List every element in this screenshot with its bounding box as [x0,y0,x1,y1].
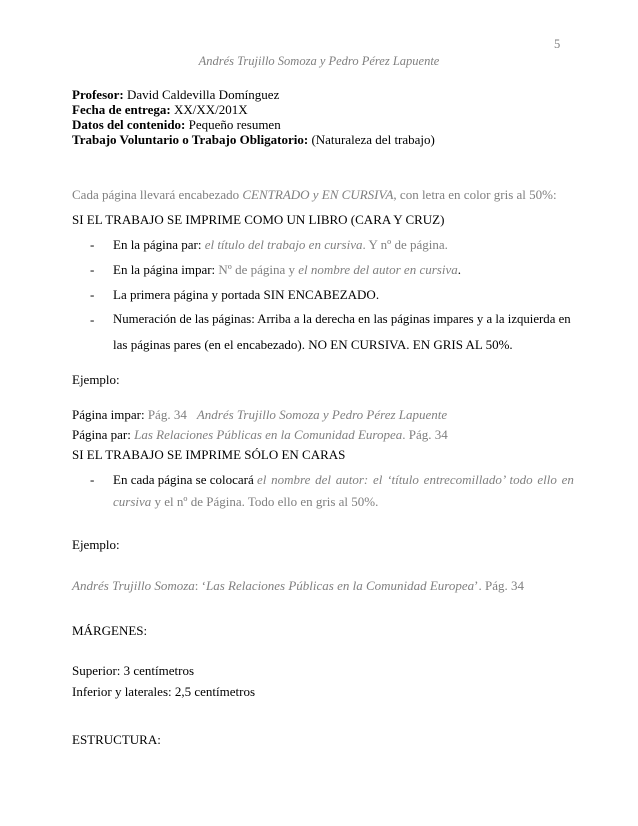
list-dash: - [90,237,95,252]
libro-item-3: La primera página y portada SIN ENCABEZADO. [113,287,380,302]
list-dash: - [90,262,95,277]
ej2-cierre: ’. Pág. 34 [474,578,525,593]
ejemplo-2-line [72,578,524,594]
par-label: Página par: [72,427,135,442]
profesor-label: Profesor: [72,87,124,102]
caras-item-line1 [113,472,574,488]
ejemplo-2-label: Ejemplo: [72,537,120,552]
libro-item-1 [113,237,448,253]
libro-item-2 [113,262,461,278]
profesor-line [72,87,279,103]
datos-value: Pequeño resumen [185,117,281,132]
libro-item2-d: . [457,262,461,277]
libro-item2-c: el nombre del autor en cursiva [298,262,458,277]
page-number: 5 [554,37,561,51]
datos-label: Datos del contenido: [72,117,186,132]
libro-heading: SI EL TRABAJO SE IMPRIME COMO UN LIBRO (CARA Y CRUZ) [72,212,445,227]
trabajo-line [72,132,435,148]
margen-superior: Superior: 3 centímetros [72,663,195,678]
libro-item2-a: En la página impar: [113,262,219,277]
caras-heading: SI EL TRABAJO SE IMPRIME SÓLO EN CARAS [72,447,346,462]
impar-autor: Andrés Trujillo Somoza y Pedro Pérez Lapuente [196,407,448,422]
ejemplo-1-label: Ejemplo: [72,372,120,387]
ej2-autor: Andrés Trujillo Somoza [72,578,195,593]
caras-item1-b: el nombre del autor: el ‘título entrecomillado’ todo ello en [257,472,574,487]
datos-line [72,117,281,133]
intro-paragraph [72,187,557,203]
libro-item2-b: Nº de página y [218,262,299,277]
fecha-label: Fecha de entrega: [72,102,171,117]
libro-item1-b: el título del trabajo en cursiva [204,237,363,252]
caras-item-line2 [113,494,378,510]
caras-item1-c: cursiva [113,494,152,509]
trabajo-value: (Naturaleza del trabajo) [308,132,435,147]
list-dash: - [90,312,95,327]
intro-part3: , con letra en color gris al 50%: [393,187,557,202]
list-dash: - [90,472,95,487]
libro-item-4-line2: las páginas pares (en el encabezado). NO EN CURSIVA. EN GRIS AL 50%. [113,337,513,352]
impar-label: Página impar: [72,407,148,422]
libro-item-4-line1: Numeración de las páginas: Arriba a la derecha en las páginas impares y a la izquierda en [113,312,571,326]
ej2-sep: : ‘ [194,578,206,593]
caras-item1-a: En cada página se colocará [113,472,258,487]
caras-item1-d: y el nº de Página. Todo ello en gris al 50%. [151,494,379,509]
fecha-value: XX/XX/201X [170,102,248,117]
par-pag: . Pág. 34 [402,427,448,442]
fecha-line [72,102,248,118]
ejemplo-impar-line [72,407,447,423]
impar-pag: Pág. 34 [147,407,187,422]
libro-item1-a: En la página par: [113,237,205,252]
profesor-value: David Caldevilla Domínguez [123,87,280,102]
list-dash: - [90,287,95,302]
par-titulo: Las Relaciones Públicas en la Comunidad Europea [134,427,403,442]
intro-part1: Cada página llevará encabezado [72,187,243,202]
intro-part2: CENTRADO y EN CURSIVA [242,187,394,202]
trabajo-label: Trabajo Voluntario o Trabajo Obligatorio: [72,132,309,147]
margen-inferior: Inferior y laterales: 2,5 centímetros [72,684,256,699]
estructura-heading: ESTRUCTURA: [72,732,161,747]
ej2-titulo: Las Relaciones Públicas en la Comunidad Europea [206,578,475,593]
ejemplo-par-line [72,427,448,443]
margenes-heading: MÁRGENES: [72,623,148,638]
libro-item1-c: . Y nº de página. [362,237,448,252]
running-header: Andrés Trujillo Somoza y Pedro Pérez Lapuente [198,54,440,68]
